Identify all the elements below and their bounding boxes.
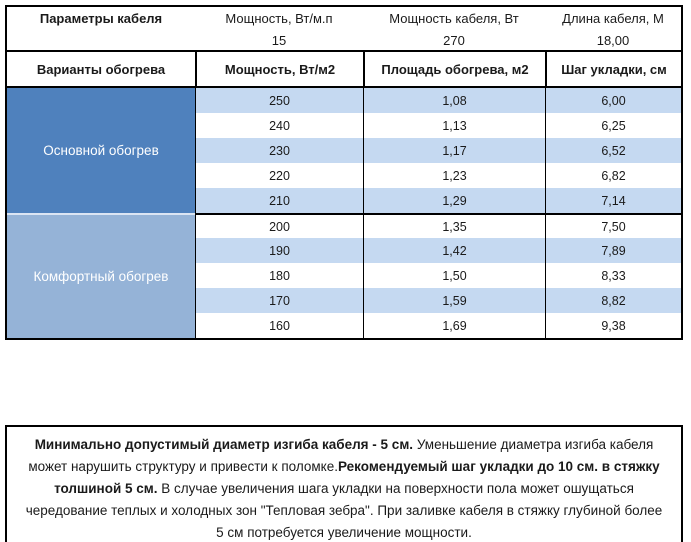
group-label-main-heating: Основной обогрев xyxy=(7,88,195,213)
heating-table-body xyxy=(5,86,683,340)
area-cell: 1,35 xyxy=(363,213,545,238)
area-cell: 1,23 xyxy=(363,163,545,188)
power-cell: 200 xyxy=(195,213,363,238)
param-label-cable-length: Длина кабеля, М xyxy=(562,11,664,26)
group-label-comfort-heating: Комфортный обогрев xyxy=(7,213,195,338)
header-laying-step: Шаг укладки, см xyxy=(545,52,681,86)
power-cell: 210 xyxy=(195,188,363,213)
step-cell: 7,50 xyxy=(545,213,681,238)
step-cell: 9,38 xyxy=(545,313,681,338)
note-text: В случае увеличения шага укладки на поверхности пола может ошущаться чередование теплых и холодных зон "Тепловая зебра". При заливке кабеля в стяжку глубиной более 5 см потребуется увеличение мощности. xyxy=(25,481,663,540)
header-power: Мощность, Вт/м2 xyxy=(195,52,363,86)
header-heating-area: Площадь обогрева, м2 xyxy=(363,52,545,86)
note-text-bold: Минимально допустимый диаметр изгиба кабеля - 5 см. xyxy=(34,437,414,452)
power-cell: 170 xyxy=(195,288,363,313)
param-label-power-per-meter: Мощность, Вт/м.п xyxy=(225,11,333,26)
power-cell: 220 xyxy=(195,163,363,188)
step-cell: 6,25 xyxy=(545,113,681,138)
power-cell: 240 xyxy=(195,113,363,138)
note-text: Уменьшение диаметра изгиба кабеля может нарушить структуру и привести к поломке. xyxy=(28,437,654,474)
step-cell: 8,33 xyxy=(545,263,681,288)
area-cell: 1,42 xyxy=(363,238,545,263)
note-text-bold: Рекомендуемый шаг укладки до 10 см. в стяжку толшиной 5 см. xyxy=(54,459,660,496)
power-cell: 180 xyxy=(195,263,363,288)
area-cell: 1,29 xyxy=(363,188,545,213)
installation-note xyxy=(5,425,683,542)
step-cell: 8,82 xyxy=(545,288,681,313)
param-value-cable-length: 18,00 xyxy=(596,32,630,48)
step-cell: 6,00 xyxy=(545,88,681,113)
area-cell: 1,50 xyxy=(363,263,545,288)
area-cell: 1,69 xyxy=(363,313,545,338)
power-cell: 250 xyxy=(195,88,363,113)
cable-params-title: Параметры кабеля xyxy=(39,11,163,26)
power-cell: 160 xyxy=(195,313,363,338)
area-cell: 1,17 xyxy=(363,138,545,163)
step-cell: 6,82 xyxy=(545,163,681,188)
area-cell: 1,59 xyxy=(363,288,545,313)
table-header-row xyxy=(5,50,683,88)
empty-cell xyxy=(7,30,195,50)
cable-params-box xyxy=(5,5,683,52)
step-cell: 7,14 xyxy=(545,188,681,213)
power-cell: 190 xyxy=(195,238,363,263)
header-heating-variants: Варианты обогрева xyxy=(36,61,166,77)
param-label-cable-power: Мощность кабеля, Вт xyxy=(389,11,519,26)
power-cell: 230 xyxy=(195,138,363,163)
area-cell: 1,13 xyxy=(363,113,545,138)
param-value-power-per-meter: 15 xyxy=(271,32,287,48)
area-cell: 1,08 xyxy=(363,88,545,113)
step-cell: 7,89 xyxy=(545,238,681,263)
step-cell: 6,52 xyxy=(545,138,681,163)
param-value-cable-power: 270 xyxy=(443,32,465,48)
